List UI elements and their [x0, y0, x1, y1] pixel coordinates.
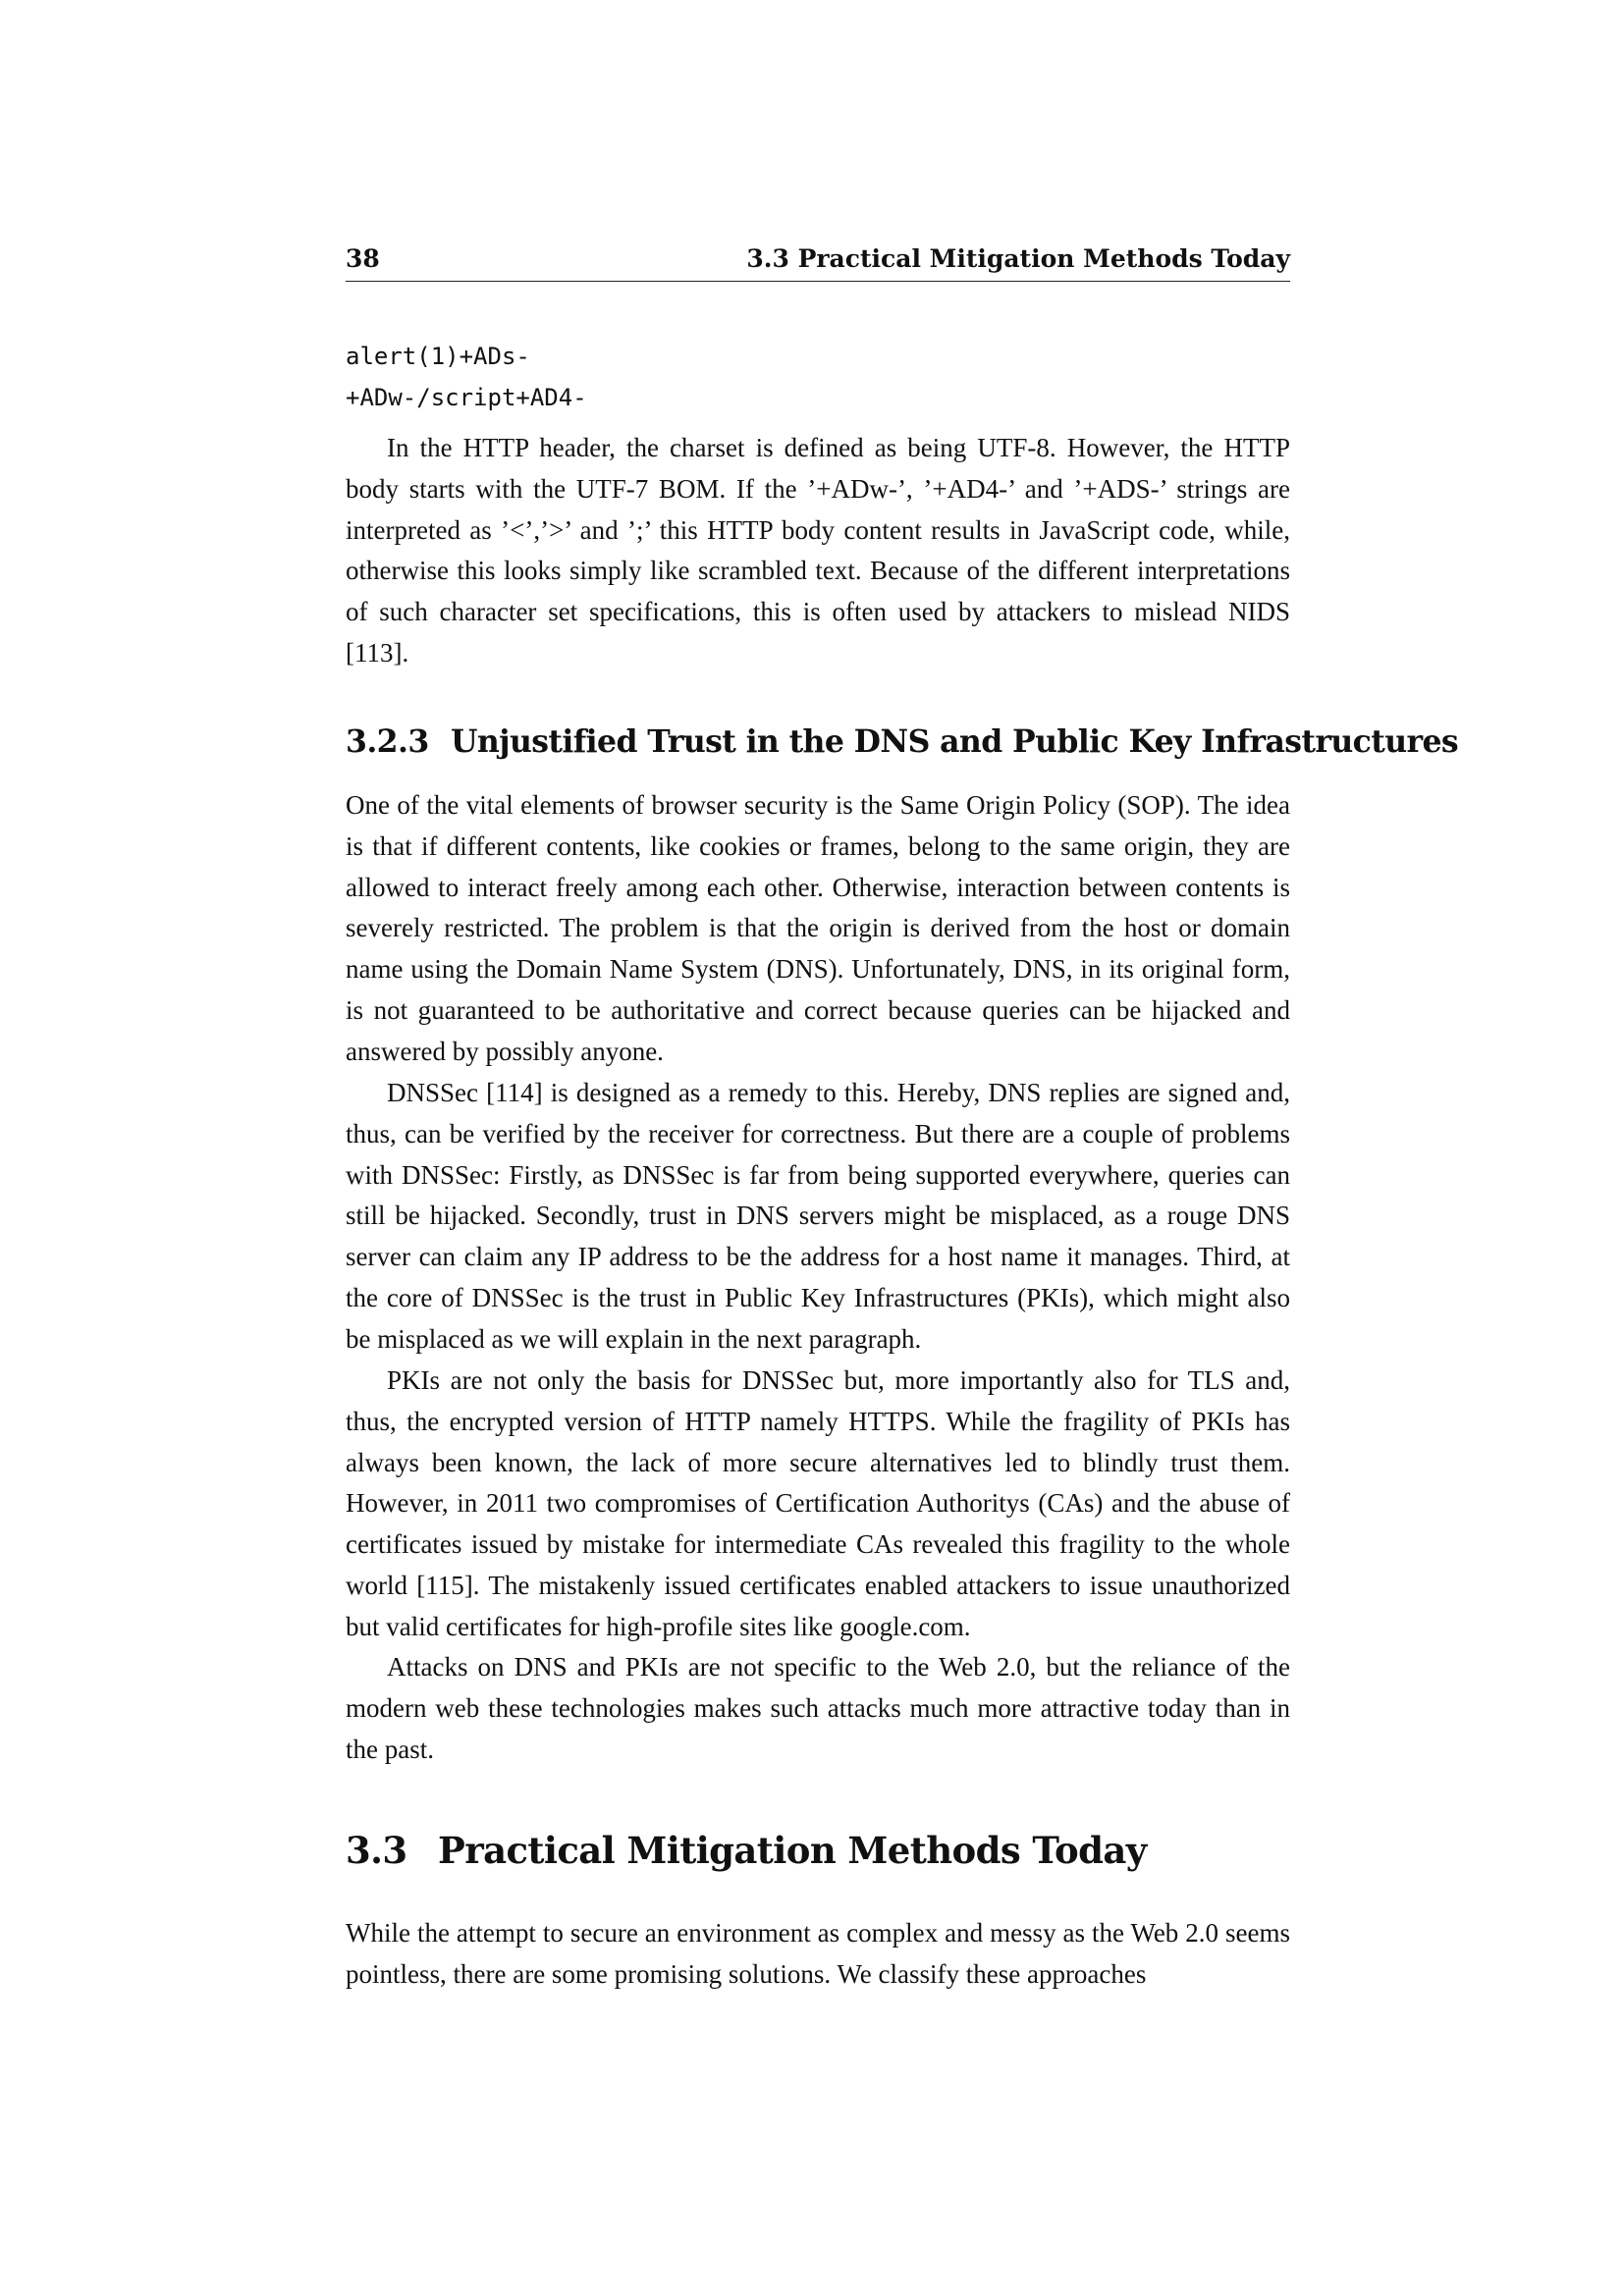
paragraph-attacks — [346, 1647, 1290, 1770]
paragraph-text: Attacks on DNS and PKIs are not specific to the Web 2.0, but the reliance of the modern web these technologies makes such attacks much more attractive today than in the past. — [346, 1652, 1290, 1764]
section-title: Practical Mitigation Methods Today — [438, 1829, 1147, 1872]
paragraph-dnssec — [346, 1073, 1290, 1361]
section-heading — [346, 1826, 1147, 1875]
code-line: +ADw-/script+AD4- — [346, 384, 587, 411]
section-number: 3.3 — [346, 1829, 407, 1872]
paragraph-sop — [346, 785, 1290, 1073]
subsection-title: Unjustified Trust in the DNS and Public Key Infrastructures — [451, 723, 1459, 760]
code-line: alert(1)+ADs- — [346, 343, 530, 370]
paragraph-pki — [346, 1361, 1290, 1648]
code-listing — [346, 336, 587, 418]
subsection-number: 3.2.3 — [346, 723, 429, 760]
paragraph-mitigation-intro — [346, 1913, 1290, 1996]
paragraph-text: One of the vital elements of browser security is the Same Origin Policy (SOP). The idea is that if different contents, like cookies or frames, belong to the same origin, they are allowed to interact freely among each other. Otherwise, interaction between contents is severely restricted. The problem is that the origin is derived from the host or domain name using the Domain Name System (DNS). Unfortunately, DNS, in its original form, is not guaranteed to be authoritative and correct because queries can be hijacked and answered by possibly anyone. — [346, 790, 1290, 1066]
paragraph-text: While the attempt to secure an environment as complex and messy as the Web 2.0 seems pointless, there are some promising solutions. We classify these approaches — [346, 1918, 1290, 1989]
running-header — [346, 241, 1290, 282]
running-title: 3.3 Practical Mitigation Methods Today — [746, 244, 1290, 273]
paragraph-text: In the HTTP header, the charset is defined as being UTF-8. However, the HTTP body starts with the UTF-7 BOM. If the ’+ADw-’, ’+AD4-’ and ’+ADS-’ strings are interpreted as ’<’,’>’ and ’;’ this HTTP body content results in JavaScript code, while, otherwise this looks simply like scrambled text. Because of the different interpretations of such character set specifications, this is often used by attackers to mislead NIDS [113]. — [346, 433, 1290, 667]
subsection-heading — [346, 721, 1458, 764]
paragraph-text: DNSSec [114] is designed as a remedy to this. Hereby, DNS replies are signed and, thus, can be verified by the receiver for correctness. But there are a couple of problems with DNSSec: Firstly, as DNSSec is far from being supported everywhere, queries can still be hijacked. Secondly, trust in DNS servers might be misplaced, as a rouge DNS server can claim any IP address to be the address for a host name it manages. Third, at the core of DNSSec is the trust in Public Key Infrastructures (PKIs), which might also be misplaced as we will explain in the next paragraph. — [346, 1078, 1290, 1354]
paragraph-text: PKIs are not only the basis for DNSSec but, more importantly also for TLS and, thus, the encrypted version of HTTP namely HTTPS. While the fragility of PKIs has always been known, the lack of more secure alternatives led to blindly trust them. However, in 2011 two compromises of Certification Authoritys (CAs) and the abuse of certificates issued by mistake for intermediate CAs revealed this fragility to the whole world [115]. The mistakenly issued certificates enabled attackers to issue unauthorized but valid certificates for high-profile sites like google.com. — [346, 1365, 1290, 1641]
page-number: 38 — [346, 244, 380, 273]
paragraph-charset — [346, 428, 1290, 674]
